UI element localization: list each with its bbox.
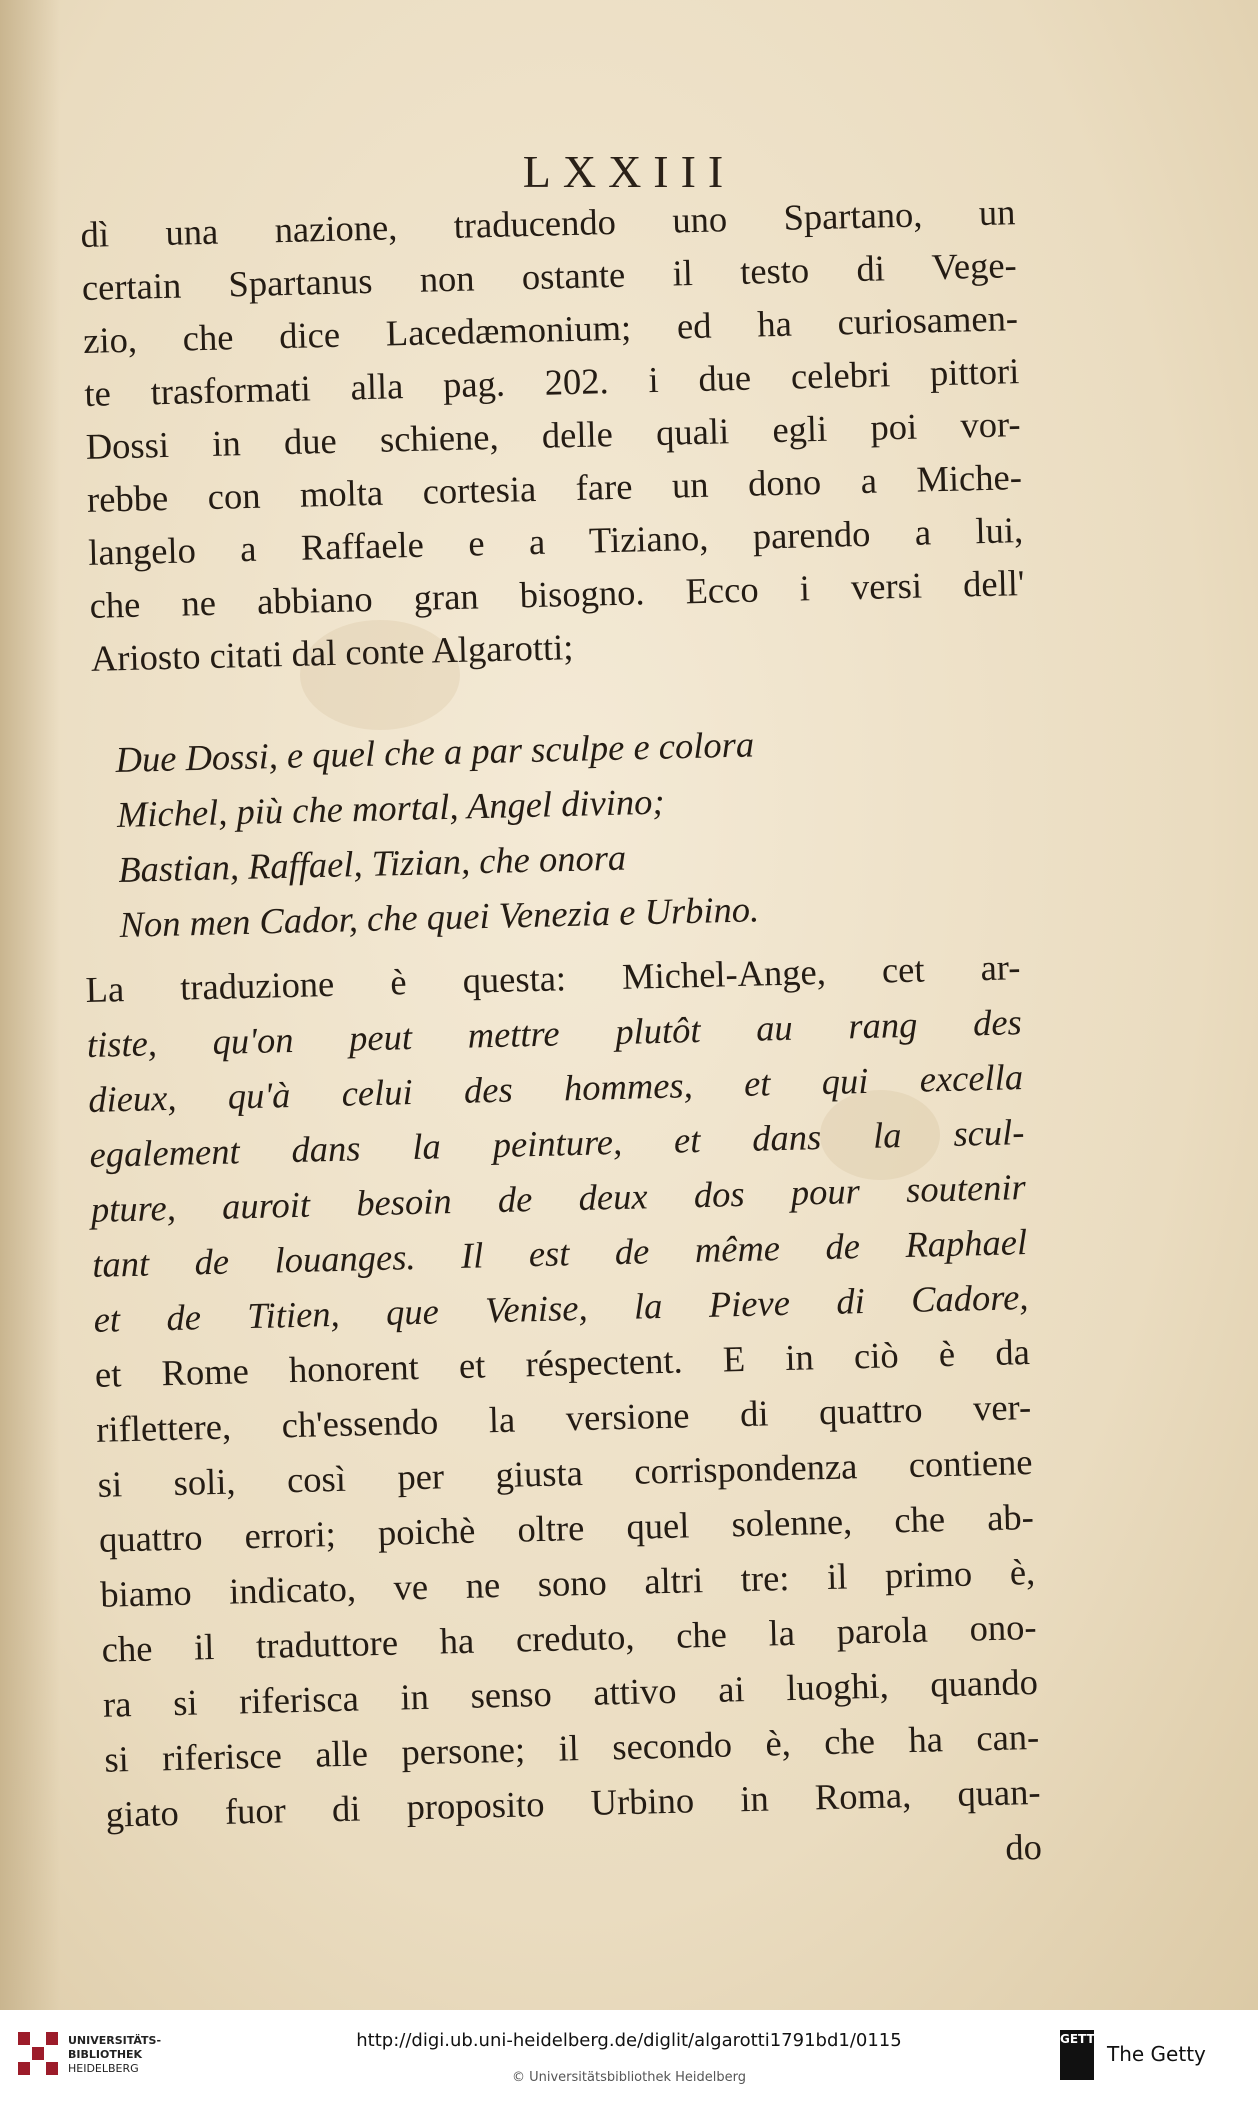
- text-line: ra si riferisca in senso attivo ai luoghi, quando: [102, 1660, 1039, 1725]
- getty-label[interactable]: The Getty: [1107, 2042, 1206, 2066]
- text-line: biamo indicato, ve ne sono altri tre: il primo è,: [99, 1550, 1036, 1615]
- text-line: si riferisce alle persone; il secondo è, che ha can-: [103, 1715, 1040, 1780]
- text-line: quattro errori; poichè oltre quel solenne, che ab-: [98, 1495, 1035, 1560]
- text-line: et de Titien, que Venise, la Pieve di Cadore,: [93, 1276, 1029, 1340]
- text-line: dì una nazione, traducendo uno Spartano, un: [80, 191, 1016, 255]
- text-line: che il traduttore ha creduto, che la parola ono-: [101, 1605, 1037, 1670]
- text-line: che ne abbiano gran bisogno. Ecco i versi dell': [89, 562, 1025, 626]
- text-line: te trasformati alla pag. 202. i due celebri pittori: [83, 350, 1020, 414]
- verse-quotation: [115, 713, 995, 945]
- text-line: si soli, così per giusta corrispondenza contiene: [97, 1441, 1033, 1505]
- text-line: langelo a Raffaele e a Tiziano, parendo a lui,: [87, 509, 1024, 573]
- text-line: certain Spartanus non ostante il testo di Vege-: [81, 244, 1018, 308]
- text-line: giato fuor di proposito Urbino in Roma, quan-: [105, 1770, 1041, 1835]
- text-line: egalement dans la peinture, et dans la scul-: [89, 1111, 1025, 1175]
- library-name-line1: UNIVERSITÄTS-: [68, 2034, 162, 2047]
- permalink-url[interactable]: http://digi.ub.uni-heidelberg.de/diglit/algarotti1791bd1/0115: [356, 2030, 902, 2051]
- text-line: et Rome honorent et réspectent. E in ciò è da: [94, 1331, 1031, 1395]
- verse-line: Bastian, Raffael, Tizian, che onora: [117, 836, 627, 890]
- text-line: Ariosto citati dal conte Algarotti;: [90, 626, 574, 679]
- copyright-notice: © Universitätsbibliothek Heidelberg: [511, 2070, 746, 2085]
- getty-logo-icon: GETTY: [1060, 2030, 1094, 2080]
- library-city: HEIDELBERG: [68, 2062, 139, 2075]
- text-line: tiste, qu'on peut mettre plutôt au rang des: [86, 1001, 1023, 1065]
- text-line: rebbe con molta cortesia fare un dono a Miche-: [86, 456, 1023, 520]
- text-line: pture, auroit besoin de deux dos pour soutenir: [90, 1166, 1027, 1230]
- text-line: zio, che dice Lacedæmonium; ed ha curiosamen-: [82, 297, 1019, 361]
- page-edge-shadow: [0, 0, 60, 2010]
- text-line: dieux, qu'à celui des hommes, et qui excella: [87, 1056, 1024, 1120]
- page-number-header: LXXIII: [522, 146, 736, 197]
- text-line: La traduzione è questa: Michel-Ange, cet ar-: [85, 946, 1021, 1010]
- text-line: Dossi in due schiene, delle quali egli poi vor-: [85, 403, 1021, 467]
- verse-line: Non men Cador, che quei Venezia e Urbino.: [119, 888, 760, 945]
- viewer-footer: [0, 2010, 1258, 2103]
- verse-line: Michel, più che mortal, Angel divino;: [116, 780, 665, 835]
- text-line: tant de louanges. Il est de même de Raphael: [91, 1221, 1028, 1285]
- verse-line: Due Dossi, e quel che a par sculpe e colora: [115, 723, 755, 780]
- catchword: do: [1004, 1825, 1043, 1868]
- text-line: riflettere, ch'essendo la versione di quattro ver-: [95, 1386, 1032, 1450]
- library-name-line2: BIBLIOTHEK: [68, 2048, 143, 2061]
